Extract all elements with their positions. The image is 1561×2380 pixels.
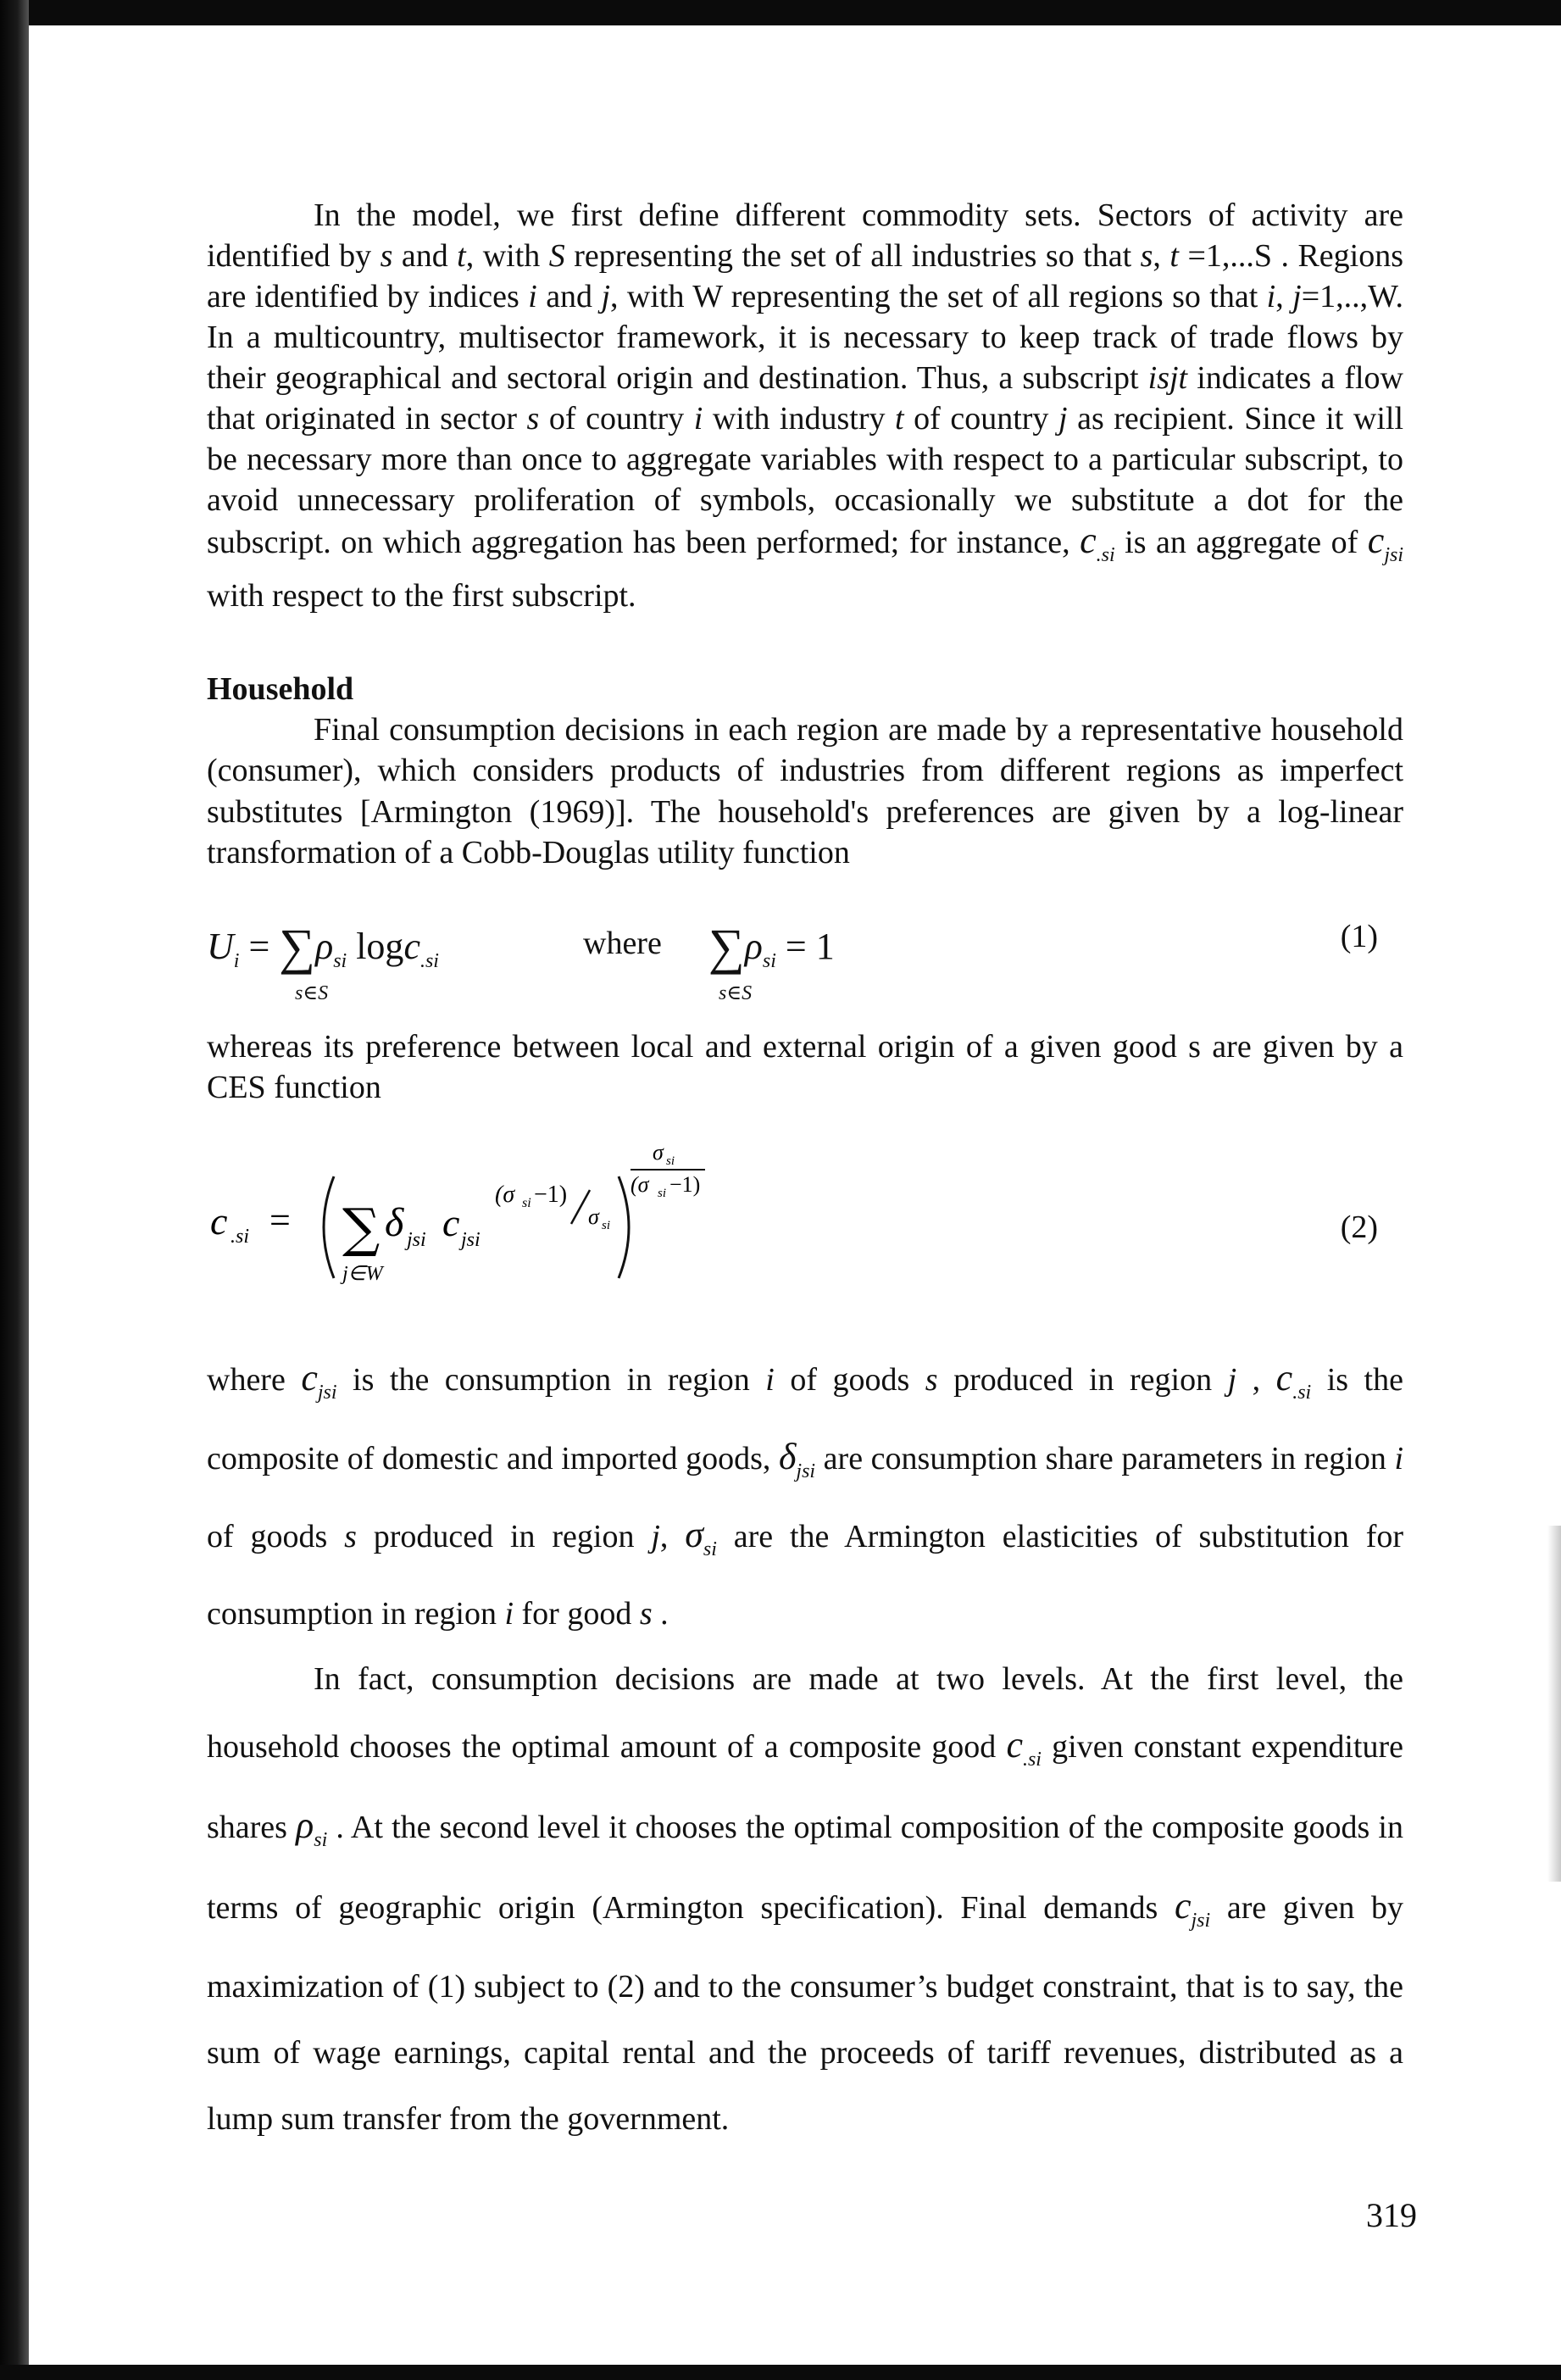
- eq2-inner-exp-sub: si: [522, 1195, 531, 1210]
- eq2-outer-exp-den-tail: −1): [669, 1171, 701, 1197]
- eq2-outer-exp-num: σ: [653, 1142, 664, 1165]
- symbol-c-jsi: $c_{jsi}$: [1367, 520, 1403, 566]
- eq2-left-paren: [324, 1176, 334, 1278]
- paragraph-commodity-sets: In the model, we first define different commodity sets. Sectors of activity are identified by s and t, with S representing the set of all industries so that s, t =1,...S . Regions are identified by indices i and j, with W representing the set of all regions so that i, j=1,..,W. In a multicountry, multisector framework, it is necessary to keep track of trade flows by their geographical and sectoral origin and destination. Thus, a subscript isjt indicates a flow that originated in sector s of country i with industry t of country j as recipient. Since it will be necessary more than once to aggregate variables with respect to a particular subscript, to avoid unnecessary proliferation of symbols, occasionally we substitute a dot for the subscript. on which aggregation has been performed; for instance, $c_{.si}$ is an aggregate of $c_{jsi}$ with respect to the first subscript.: [207, 197, 1404, 614]
- paragraph-two-levels: In fact, consumption decisions are made at two levels. At the first level, the household chooses the optimal amount of a composite good $c_{.si}$ given constant expenditure shares $\rho_{si}$ . At the second level it chooses the optimal composition of the composite goods in terms of geographic origin (Armington specification). Final demands $c_{jsi}$ are given by maximization of (1) subject to (2) and to the consumer’s budget constraint, that is to say, the sum of wage earnings, capital rental and the proceeds of tariff revenues, distributed as a lump sum transfer from the government.: [207, 1661, 1403, 2137]
- eq2-svg: [207, 1143, 851, 1312]
- eq1-constraint-sum-index: s∈S: [719, 981, 753, 1004]
- eq2-lhs-c: c: [210, 1198, 228, 1243]
- section-heading-household: Household: [207, 670, 354, 707]
- eq1-where: where: [583, 925, 662, 961]
- eq2-sum-index: j∈W: [342, 1262, 383, 1285]
- symbol-c-dot-si: $c_{.si}$: [1080, 520, 1115, 566]
- eq2-sum: ∑: [342, 1196, 381, 1259]
- eq2-delta-sub: jsi: [407, 1228, 426, 1251]
- eq2-inner-exp-den-sub: si: [602, 1218, 611, 1232]
- eq2-inner-exp-den: σ: [588, 1204, 599, 1229]
- equation-2: [207, 1143, 1403, 1312]
- scan-border-left: [0, 0, 29, 2380]
- eq1-sum-index: s∈S: [295, 981, 329, 1004]
- scan-shadow-right: [1547, 1526, 1561, 1882]
- eq2-right-paren: [619, 1176, 629, 1278]
- symbol-c-dot-si-2: $c_{.si}$: [1275, 1356, 1312, 1404]
- symbol-c-dot-si-3: $c_{.si}$: [1006, 1724, 1042, 1771]
- paragraph-definitions: where $c_{jsi}$ is the consumption in region i of goods s produced in region j , $c_{.si}$ is the composite of domestic and imported goods, $\delta_{jsi}$ are consumption share parameters in region i of goods s produced in region j, $\sigma_{si}$ are the Armington elasticities of substitution for consumption in region i for good s .: [207, 1356, 1404, 1632]
- eq2-outer-exp-den-sub: si: [658, 1186, 667, 1200]
- symbol-c-jsi-3: $c_{jsi}$: [1174, 1884, 1211, 1932]
- eq2-inner-exp-num: (σ: [495, 1181, 515, 1208]
- eq1-number: (1): [1340, 918, 1378, 954]
- eq2-c: c: [442, 1200, 460, 1244]
- eq2-number: (2): [1340, 1209, 1378, 1245]
- page-body: [207, 195, 1403, 2152]
- eq1-constraint: $\sum\rho_{si} = 1$: [708, 918, 835, 975]
- paragraph-household: Final consumption decisions in each region are made by a representative household (consumer), which considers products of industries from different regions as imperfect substitutes [Armington (1969)]. The household's preferences are given by a log-linear transformation of a Cobb-Douglas utility function: [207, 711, 1403, 871]
- eq2-inner-exp-tail: −1): [534, 1181, 568, 1208]
- symbol-sigma-si: $\sigma_{si}$: [685, 1514, 717, 1561]
- page-number: 319: [1366, 2196, 1417, 2234]
- eq2-outer-exp-den: (σ: [631, 1171, 649, 1197]
- eq2-c-sub: jsi: [461, 1228, 481, 1251]
- eq2-inner-slash: [571, 1190, 590, 1224]
- eq2-lhs-sub: .si: [231, 1225, 250, 1248]
- eq2-delta: δ: [385, 1199, 404, 1245]
- equation-1: [207, 899, 1403, 1009]
- symbol-rho-si: $\rho_{si}$: [296, 1804, 328, 1851]
- eq2-equals: =: [269, 1198, 291, 1241]
- scan-border-top: [0, 0, 1561, 25]
- symbol-c-jsi-2: $c_{jsi}$: [301, 1356, 337, 1404]
- scan-border-bottom: [0, 2365, 1561, 2380]
- paragraph-ces: whereas its preference between local and external origin of a given good s are given by a CES function: [207, 1028, 1403, 1106]
- symbol-delta-jsi: $\delta_{jsi}$: [778, 1435, 816, 1482]
- eq2-outer-exp-num-sub: si: [666, 1154, 675, 1168]
- eq1-lhs: $U_i = \sum\rho_{si}$ logc$_{.si}$: [207, 918, 439, 975]
